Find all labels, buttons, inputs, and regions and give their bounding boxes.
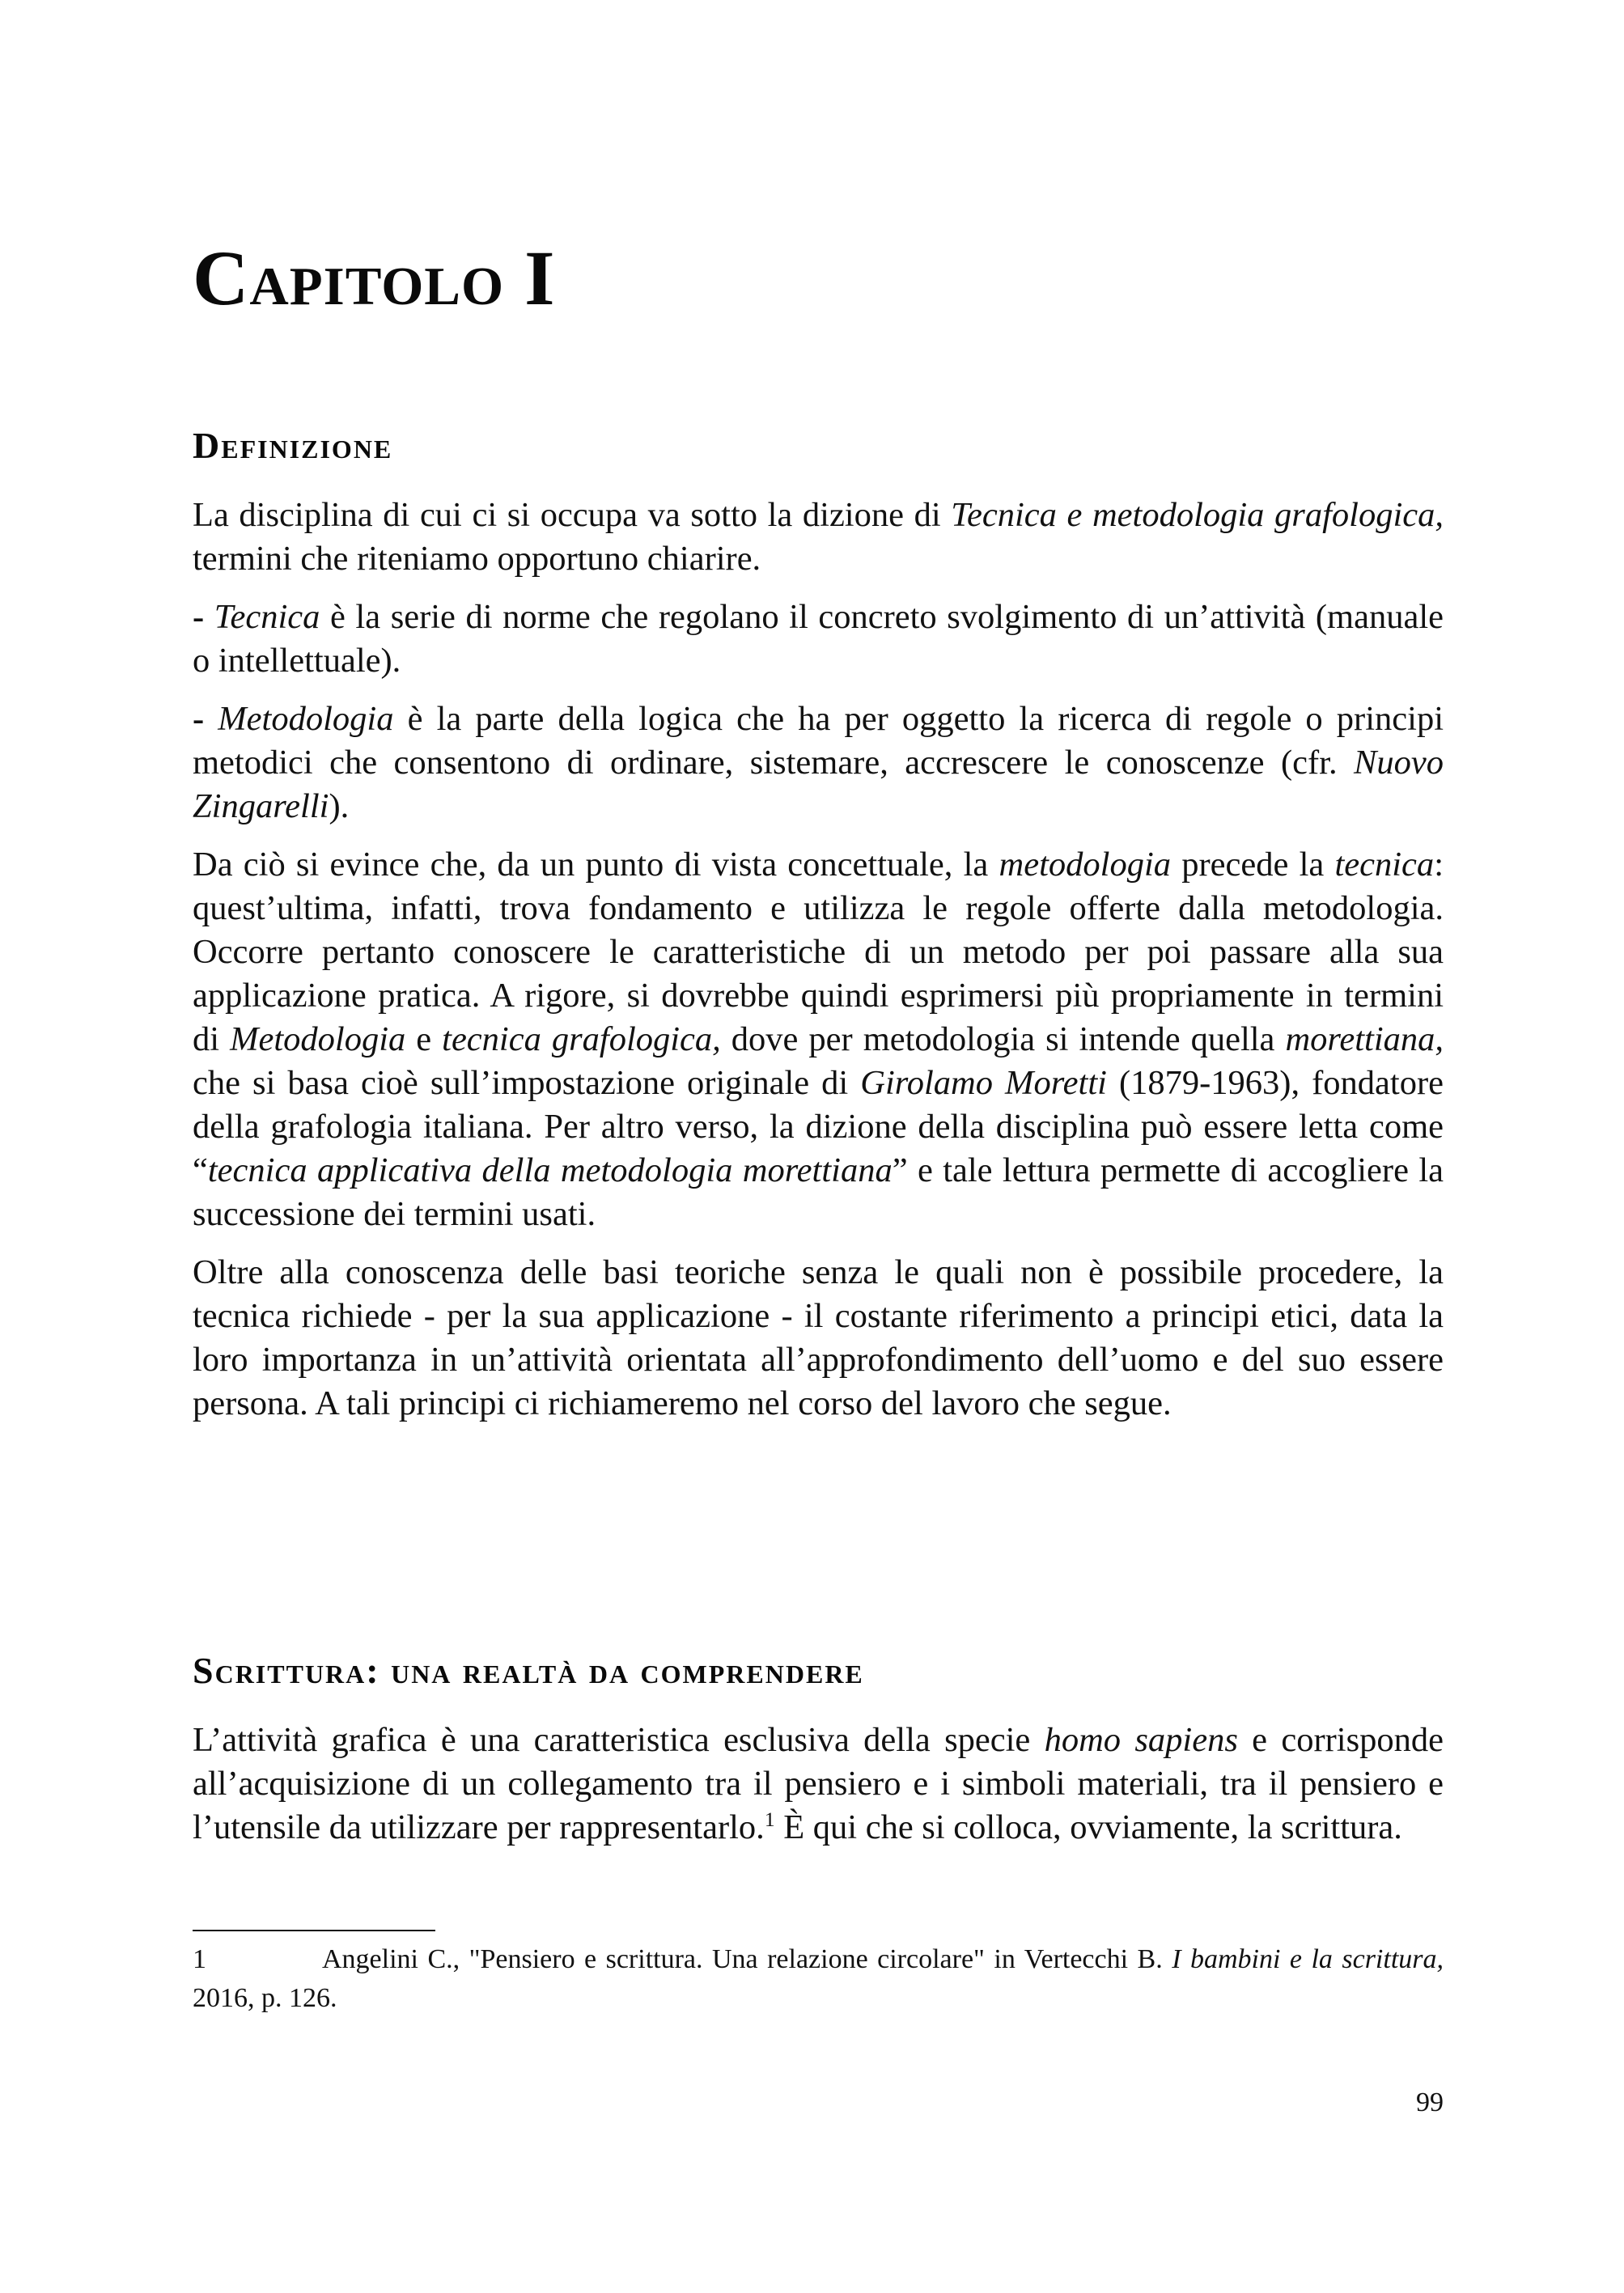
paragraph: L’attività grafica è una caratteristica esclusiva della specie homo sapiens e corrisponde all’acquisizione di un collegamento tra il pensiero e i simboli materiali, tra il pensiero e l’utensile da utilizzare per rappresentarlo.$^1$ È qui che si colloca, ovviamente, la scrittura. xyxy=(193,1721,1444,1846)
definition-item-tecnica: - Tecnica è la serie di norme che regolano il concreto svolgimento di un’attività (manuale o intellettuale). xyxy=(193,598,1444,680)
footnote-number: 1 xyxy=(193,1944,206,1974)
definition-item-metodologia: - Metodologia è la parte della logica che ha per oggetto la ricerca di regole o principi metodici che consentono di ordinare, sistemare, accrescere le conoscenze (cfr. Nuovo Zingarelli). xyxy=(193,700,1444,825)
section-body-scrittura xyxy=(193,1719,1444,1864)
paragraph: Da ciò si evince che, da un punto di vista concettuale, la metodologia precede la tecnica: quest’ultima, infatti, trova fondamento e utilizza le regole offerte dalla metodologia. Occorre pertanto conoscere le caratteristiche di un metodo per poi passare alla sua applicazione pratica. A rigore, si dovrebbe quindi esprimersi più propriamente in termini di Metodologia e tecnica grafologica, dove per metodologia si intende quella morettiana, che si basa cioè sull’impostazione originale di Girolamo Moretti (1879-1963), fondatore della grafologia italiana. Per altro verso, la dizione della disciplina può essere letta come “tecnica applicativa della metodologia morettiana” e tale lettura permette di accogliere la successione dei termini usati. xyxy=(193,846,1444,1233)
section-title-definizione: Definizione xyxy=(193,425,393,466)
paragraph: La disciplina di cui ci si occupa va sotto la dizione di Tecnica e metodologia grafologica, termini che riteniamo opportuno chiarire. xyxy=(193,496,1444,578)
footnote-reference[interactable]: 1 xyxy=(764,1807,775,1831)
paragraph: Oltre alla conoscenza delle basi teoriche senza le quali non è possibile procedere, la tecnica richiede - per la sua applicazione - il costante riferimento a principi etici, data la loro importanza in un’attività orientata all’approfondimento dell’uomo e del suo essere persona. A tali principi ci richiameremo nel corso del lavoro che segue. xyxy=(193,1253,1444,1422)
footnote: 1 Angelini C., "Pensiero e scrittura. Una relazione circolare" in Vertecchi B. I bambini e la scrittura, 2016, p. 126. xyxy=(193,1940,1444,2018)
dash-marker: - xyxy=(193,598,214,636)
section-body-definizione xyxy=(193,494,1444,1440)
dash-marker: - xyxy=(193,700,218,738)
chapter-title: Capitolo I xyxy=(193,235,556,321)
page-number: 99 xyxy=(1416,2087,1444,2117)
footnote-divider xyxy=(193,1930,435,1931)
section-title-scrittura: Scrittura: una realtà da comprendere xyxy=(193,1650,864,1691)
